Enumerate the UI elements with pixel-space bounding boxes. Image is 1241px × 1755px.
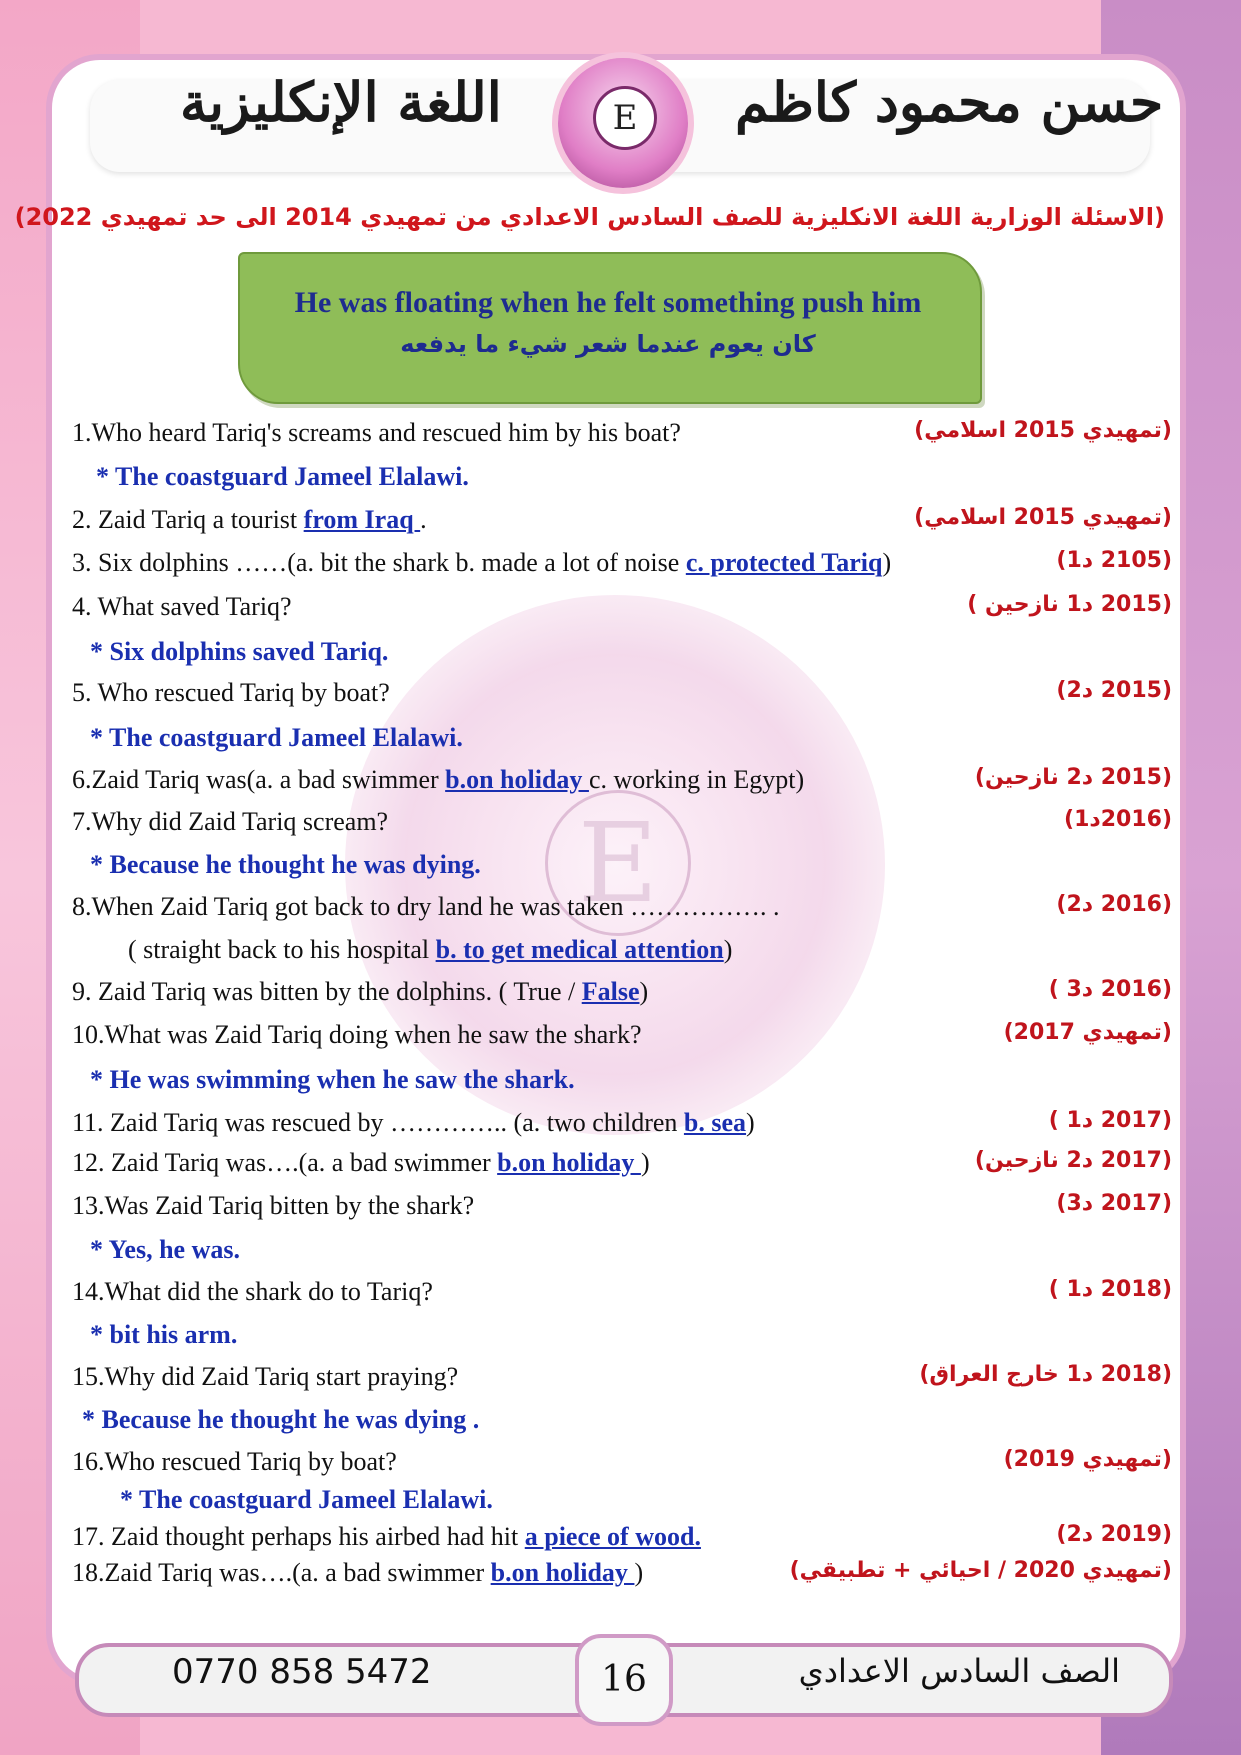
lesson-banner (238, 252, 982, 404)
answer-highlight: from Iraq (303, 505, 421, 534)
question-text: 5. Who rescued Tariq by boat? (72, 678, 390, 707)
question-text: 8.When Zaid Tariq got back to dry land he was taken ……………. . (72, 892, 780, 921)
question-row (72, 678, 1172, 718)
question-prefix: 2. Zaid Tariq a tourist (72, 505, 304, 534)
answer-text: * The coastguard Jameel Elalawi. (96, 462, 469, 491)
answer-text: * Yes, he was. (90, 1235, 240, 1264)
question-row (72, 548, 1172, 588)
answer-text: * Because he thought he was dying. (90, 850, 481, 879)
exam-tag: (تمهيدي 2020 / احيائي + تطبيقي) (789, 1558, 1172, 1583)
answer-highlight: a piece of wood. (524, 1522, 701, 1551)
question-suffix: c. working in Egypt) (588, 765, 805, 794)
exam-tag: (2015 د2) (1056, 678, 1172, 703)
answer-text: * bit his arm. (90, 1320, 238, 1349)
answer-text: * The coastguard Jameel Elalawi. (120, 1485, 493, 1514)
question-text (72, 548, 891, 578)
header-subject-title: اللغة الإنكليزية (180, 70, 502, 134)
question-prefix: 9. Zaid Tariq was bitten by the dolphins. ( True / (72, 977, 582, 1006)
footer-grade: الصف السادس الاعدادي (798, 1652, 1120, 1690)
question-row (72, 1020, 1172, 1060)
question-suffix: . (420, 505, 427, 534)
question-row (72, 977, 1172, 1017)
question-options (128, 935, 732, 965)
watermark-letter: E (545, 790, 691, 936)
page-number: 16 (575, 1634, 673, 1726)
question-text (72, 1522, 701, 1552)
exam-tag: (2016د1) (1064, 807, 1172, 832)
question-text: 4. What saved Tariq? (72, 592, 292, 621)
question-row (72, 1108, 1172, 1148)
header-author-name: حسن محمود كاظم (735, 70, 1164, 134)
question-suffix: ) (634, 1558, 644, 1587)
question-row (72, 592, 1172, 632)
exam-tag: (2016 د3 ) (1048, 977, 1172, 1002)
question-text: 15.Why did Zaid Tariq start praying? (72, 1362, 459, 1391)
answer-highlight: False (581, 977, 640, 1006)
answer-text: * He was swimming when he saw the shark. (90, 1065, 575, 1094)
answer-highlight: b. sea (683, 1108, 747, 1137)
question-row (72, 892, 1172, 932)
answer-highlight: c. protected Tariq (685, 548, 883, 577)
question-text (72, 765, 804, 795)
question-text (72, 1558, 643, 1588)
question-text: 13.Was Zaid Tariq bitten by the shark? (72, 1191, 475, 1220)
question-row (72, 1558, 1172, 1598)
question-row (72, 1191, 1172, 1231)
exam-tag: (2019 د2) (1056, 1522, 1172, 1547)
question-suffix: ) (639, 977, 649, 1006)
exam-tag: (2015 د2 نازحين) (974, 765, 1172, 790)
exam-tag: (2017 د1 ) (1048, 1108, 1172, 1133)
answer-text: * The coastguard Jameel Elalawi. (90, 723, 463, 752)
exam-tag: (تمهيدي 2017) (1003, 1020, 1172, 1045)
question-prefix: 3. Six dolphins ……(a. bit the shark b. made a lot of noise (72, 548, 686, 577)
question-row (72, 1522, 1172, 1562)
exam-tag: (2015 د1 نازحين ) (967, 592, 1172, 617)
answer-text: * Six dolphins saved Tariq. (90, 637, 389, 666)
answer-highlight: b. to get medical attention (435, 935, 724, 964)
question-suffix: ) (882, 548, 892, 577)
question-text (72, 977, 648, 1007)
exam-tag: (2018 د1 ) (1048, 1277, 1172, 1302)
question-prefix: ( straight back to his hospital (128, 935, 436, 964)
exam-tag: (تمهيدي 2019) (1003, 1447, 1172, 1472)
exam-tag: (2017 د2 نازحين) (974, 1148, 1172, 1173)
exam-tag: (2105 د1) (1056, 548, 1172, 573)
question-text: 14.What did the shark do to Tariq? (72, 1277, 433, 1306)
question-prefix: 12. Zaid Tariq was….(a. a bad swimmer (72, 1148, 498, 1177)
question-prefix: 6.Zaid Tariq was(a. a bad swimmer (72, 765, 446, 794)
banner-english-title: He was floating when he felt something push him (294, 286, 922, 319)
question-row (72, 765, 1172, 805)
question-text (72, 1108, 755, 1138)
question-row (72, 418, 1172, 458)
footer-phone: 0770 858 5472 (172, 1652, 432, 1692)
question-row (72, 1148, 1172, 1188)
banner-arabic-title: كان يعوم عندما شعر شيء ما يدفعه (400, 330, 816, 358)
question-row (72, 505, 1172, 545)
page-heading: (الاسئلة الوزارية اللغة الانكليزية للصف السادس الاعدادي من تمهيدي 2014 الى حد تمهيدي 2022) (14, 203, 1165, 231)
answer-highlight: b.on holiday (490, 1558, 635, 1587)
answer-highlight: b.on holiday (497, 1148, 641, 1177)
question-suffix: ) (746, 1108, 755, 1137)
question-prefix: 11. Zaid Tariq was rescued by ………….. (a. two children (72, 1108, 684, 1137)
question-suffix: ) (640, 1148, 650, 1177)
exam-tag: (تمهيدي 2015 اسلامي) (914, 418, 1172, 443)
exam-tag: (2017 د3) (1056, 1191, 1172, 1216)
answer-text: * Because he thought he was dying . (82, 1405, 480, 1434)
question-text (72, 1148, 650, 1178)
answer-highlight: b.on holiday (445, 765, 589, 794)
exam-tag: (2016 د2) (1056, 892, 1172, 917)
question-row (72, 1362, 1172, 1402)
question-text (72, 505, 427, 535)
exam-tag: (تمهيدي 2015 اسلامي) (914, 505, 1172, 530)
question-row (72, 1277, 1172, 1317)
question-prefix: 18.Zaid Tariq was….(a. a bad swimmer (72, 1558, 491, 1587)
question-text: 1.Who heard Tariq's screams and rescued him by his boat? (72, 418, 681, 447)
question-text: 16.Who rescued Tariq by boat? (72, 1447, 397, 1476)
question-text: 7.Why did Zaid Tariq scream? (72, 807, 389, 836)
exam-tag: (2018 د1 خارج العراق) (919, 1362, 1172, 1387)
logo-letter: E (593, 86, 657, 150)
question-text: 10.What was Zaid Tariq doing when he saw the shark? (72, 1020, 642, 1049)
question-row (72, 1447, 1172, 1487)
question-suffix: ) (723, 935, 733, 964)
question-prefix: 17. Zaid thought perhaps his airbed had hit (72, 1522, 525, 1551)
question-row (72, 807, 1172, 847)
